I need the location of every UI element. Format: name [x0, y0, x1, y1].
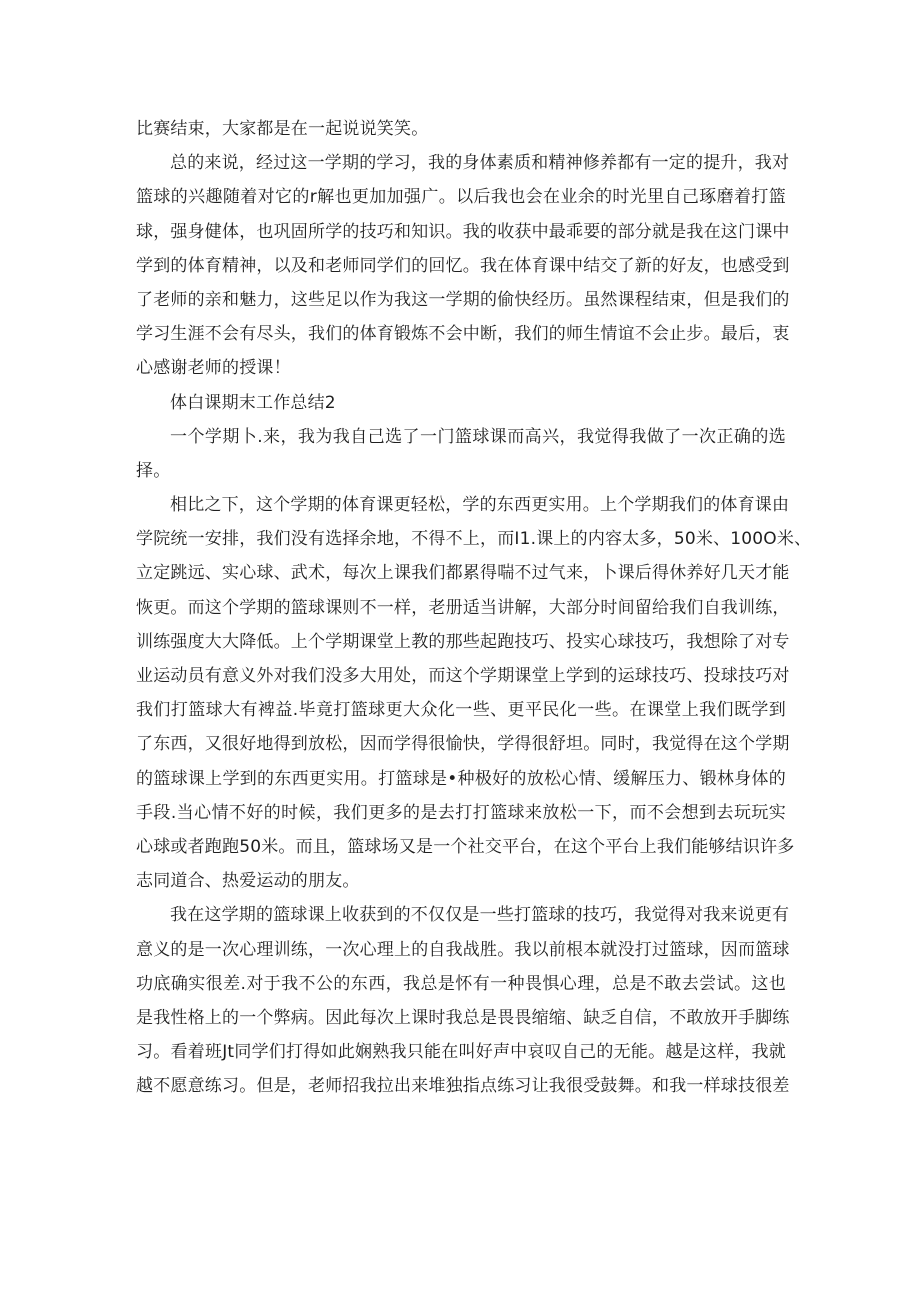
text-line-25: 意义的是一次心理训练，一次心理上的自我战胜。我以前根本就没打过篮球，因而篮球 [136, 939, 790, 960]
text-line-26: 功底确实很差.对于我不公的东西，我总是怀有一种畏惧心理，总是不敢去尝试。这也 [136, 973, 786, 994]
text-line-10: 一个学期卜.来，我为我自己选了一门篮球课而高兴，我觉得我做了一次正确的选 [170, 426, 786, 447]
text-line-12: 相比之下，这个学期的体育课更轻松，学的东西更实用。上个学期我们的体育课由 [170, 495, 790, 516]
text-line-14: 立定跳远、实心球、武术，每次上课我们都累得喘不过气来，卜课后得休养好几天才能 [136, 563, 790, 584]
text-line-11: 择。 [136, 460, 171, 481]
text-line-21: 手段.当心情不好的时候，我们更多的是去打打篮球来放松一下，而不会想到去玩玩实 [136, 802, 786, 823]
text-line-24: 我在这学期的篮球课上收获到的不仅仅是一些打篮球的技巧，我觉得对我来说更有 [170, 905, 790, 926]
document-body [136, 112, 812, 1103]
text-line-5: 学到的体育精神，以及和老师同学们的回忆。我在体育课中结交了新的好友，也感受到 [136, 255, 790, 276]
text-line-8: 心感谢老师的授课！ [136, 358, 291, 379]
text-line-29: 越不愿意练习。但是，老师招我拉出来堆独指点练习让我很受鼓舞。和我一样球技很差 [136, 1076, 790, 1097]
text-line-7: 学习生涯不会有尽头，我们的体育锻炼不会中断，我们的师生情谊不会止步。最后，衷 [136, 324, 790, 345]
text-line-22: 心球或者跑跑50米。而且，篮球场又是一个社交平台，在这个平台上我们能够结识许多 [136, 836, 795, 857]
text-line-2: 总的来说，经过这一学期的学习，我的身体素质和精神修养都有一定的提升，我对 [170, 153, 790, 174]
text-line-17: 业运动员有意义外对我们没多大用处，而这个学期课堂上学到的运球技巧、投球技巧对 [136, 666, 790, 686]
section-heading: 体白课期末工作总结2 [170, 392, 336, 413]
text-line-18: 我们打篮球大有裨益.毕竟打篮球更大众化一些、更平民化一些。在课堂上我们既学到 [136, 700, 786, 721]
text-line-15: 恢更。而这个学期的篮球课则不一样，老册适当讲解，大部分时间留给我们自我训练， [136, 597, 790, 618]
text-line-19: 了东西，又很好地得到放松，因而学得很愉快，学得很舒坦。同时，我觉得在这个学期 [136, 734, 790, 755]
text-line-4: 球，强身健体，也巩固所学的技巧和知识。我的收获中最乖要的部分就是我在这门课中 [136, 221, 790, 242]
text-line-23: 志同道合、热爱运动的朋友。 [136, 871, 360, 892]
text-line-3: 篮球的兴趣随着对它的r解也更加加强广。以后我也会在业余的时光里自己琢磨着打篮 [136, 187, 786, 208]
text-line-20: 的篮球课上学到的东西更实用。打篮球是•种极好的放松心情、缓解压力、锻林身体的 [136, 768, 786, 789]
text-line-1: 比赛结束，大家都是在一起说说笑笑。 [136, 119, 429, 139]
text-line-16: 训练强度大大降低。上个学期课堂上教的那些起跑技巧、投实心球技巧，我想除了对专 [136, 631, 790, 652]
text-line-27: 是我性格上的一个弊病。因此每次上课时我总是畏畏缩缩、缺乏自信，不敢放开手脚练 [136, 1007, 790, 1028]
text-line-28: 习。看着班Jt同学们打得如此娴熟我只能在叫好声中哀叹自己的无能。越是这样，我就 [136, 1042, 786, 1063]
text-line-6: 了老师的亲和魅力，这些足以作为我这一学期的偷快经历。虽然课程结束，但是我们的 [136, 289, 790, 310]
text-line-13: 学院统一安排，我们没有选择余地，不得不上，而I1.课上的内容太多，50米、100O米、 [136, 529, 812, 550]
